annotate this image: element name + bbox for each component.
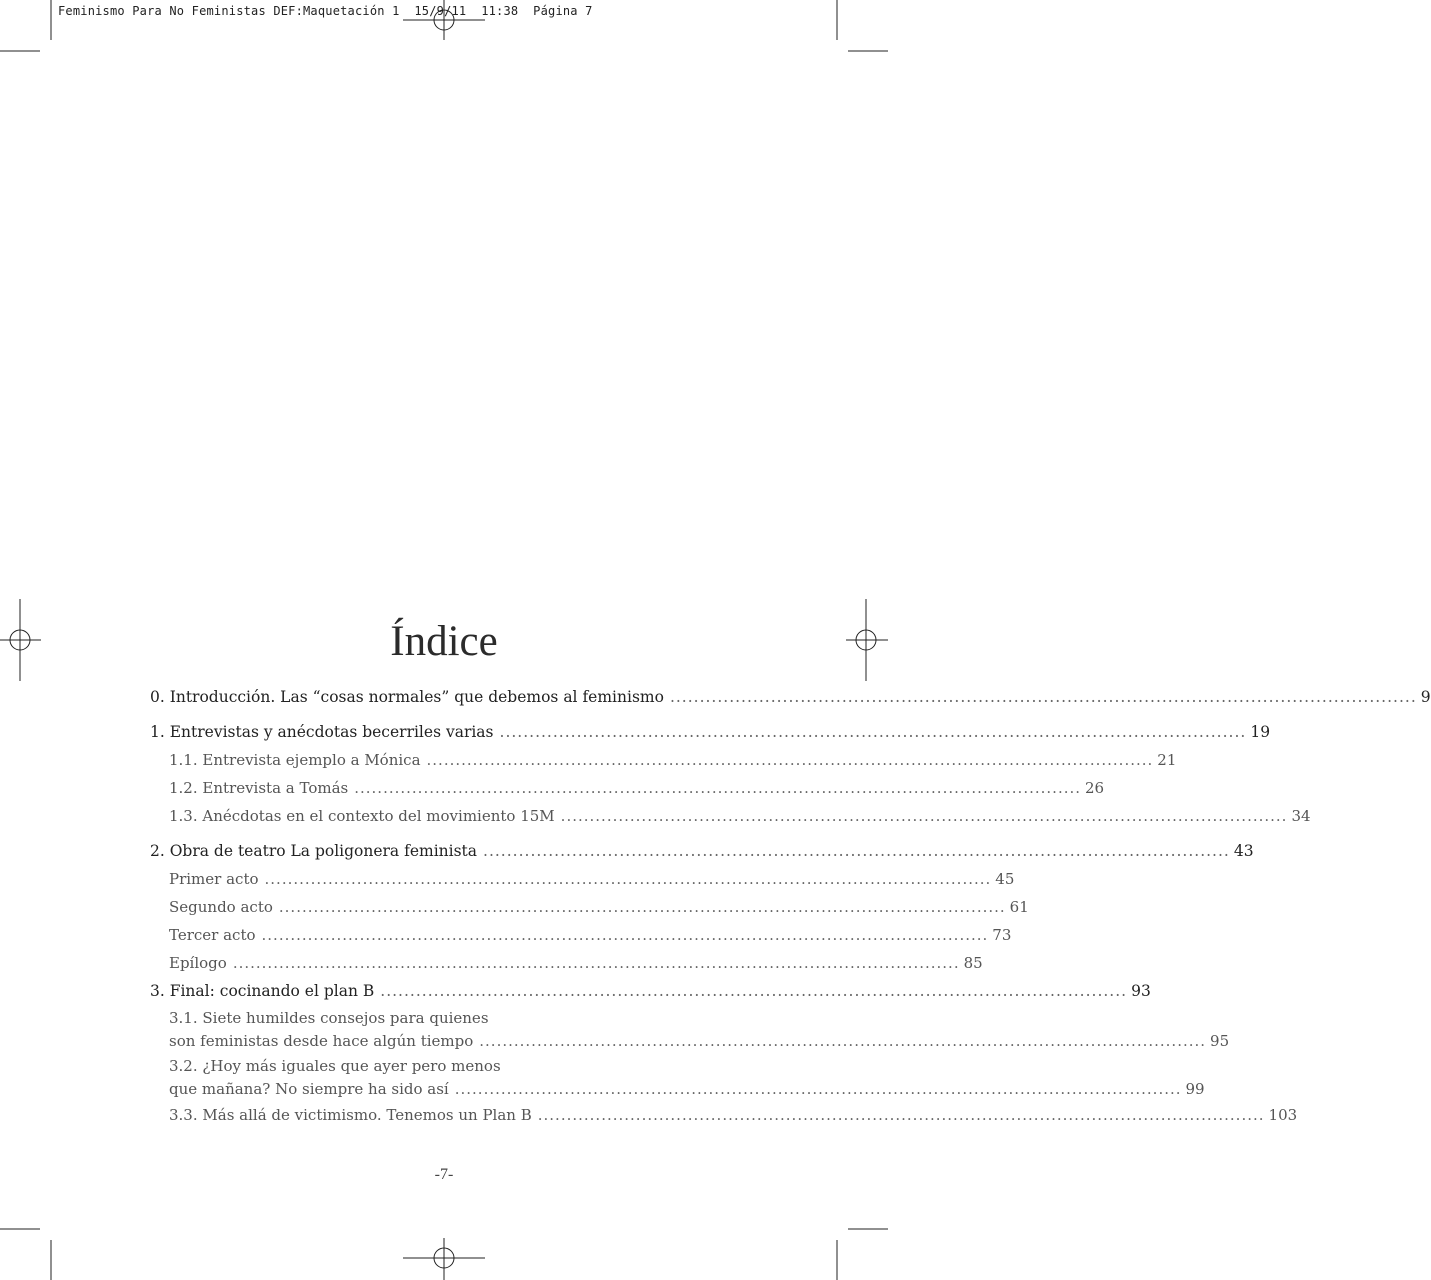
toc-entry-3-1[interactable] xyxy=(150,1008,1230,1053)
toc-entry-label: Tercer acto xyxy=(169,926,256,944)
toc-entry-label: 0. Introducción. Las “cosas normales” que debemos al feminismo xyxy=(150,688,664,706)
toc-page-number: 73 xyxy=(992,926,1012,944)
toc-leader-dots: .............................................................................................................................. xyxy=(264,870,992,888)
toc-page-number: 26 xyxy=(1085,779,1105,797)
toc-entry-1-2[interactable] xyxy=(150,774,1105,802)
toc-page-number: 19 xyxy=(1250,723,1271,741)
toc-entry-tercer-acto[interactable] xyxy=(150,921,1012,949)
toc-entry-1-3[interactable] xyxy=(150,802,1311,830)
toc-entry-label-line-2: son feministas desde hace algún tiempo xyxy=(169,1032,474,1050)
toc-entry-label: 1.3. Anécdotas en el contexto del movimiento 15M xyxy=(169,807,555,825)
toc-entry-chapter-2[interactable] xyxy=(150,837,1254,865)
toc-entry-label: Epílogo xyxy=(169,954,227,972)
toc-leader-dots: .............................................................................................................................. xyxy=(669,688,1417,706)
toc-page-number: 103 xyxy=(1268,1106,1298,1124)
toc-leader-dots: .............................................................................................................................. xyxy=(380,982,1128,1000)
toc-page-number: 43 xyxy=(1233,842,1254,860)
page-number-folio: -7- xyxy=(434,1166,454,1183)
toc-leader-dots: .............................................................................................................................. xyxy=(499,723,1247,741)
toc-entry-segundo-acto[interactable] xyxy=(150,893,1029,921)
toc-entry-label: 1.1. Entrevista ejemplo a Mónica xyxy=(169,751,421,769)
toc-leader-dots: .............................................................................................................................. xyxy=(232,954,960,972)
toc-page-number: 95 xyxy=(1210,1032,1230,1050)
toc-leader-dots: .............................................................................................................................. xyxy=(426,751,1154,769)
toc-entry-primer-acto[interactable] xyxy=(150,865,1015,893)
toc-entry-label: 1.2. Entrevista a Tomás xyxy=(169,779,349,797)
toc-page-number: 61 xyxy=(1009,898,1029,916)
toc-entry-label: 3. Final: cocinando el plan B xyxy=(150,982,375,1000)
toc-entry-label: 3.3. Más allá de victimismo. Tenemos un Plan B xyxy=(169,1106,532,1124)
printer-slug-line: Feminismo Para No Feministas DEF:Maquetación 1 15/9/11 11:38 Página 7 xyxy=(58,4,593,18)
toc-leader-dots: .............................................................................................................................. xyxy=(479,1032,1207,1050)
toc-entry-chapter-3[interactable] xyxy=(150,977,1151,1005)
toc-entry-3-3[interactable] xyxy=(150,1101,1298,1129)
toc-entry-label: Segundo acto xyxy=(169,898,273,916)
toc-page-number: 45 xyxy=(995,870,1015,888)
toc-entry-introduccion[interactable] xyxy=(150,683,1431,711)
toc-page-number: 9 xyxy=(1420,688,1431,706)
toc-entry-label-line-1: 3.2. ¿Hoy más iguales que ayer pero menos xyxy=(169,1057,501,1075)
toc-page-number: 21 xyxy=(1157,751,1177,769)
toc-leader-dots: .............................................................................................................................. xyxy=(278,898,1006,916)
toc-page-number: 85 xyxy=(963,954,983,972)
toc-entry-label-line-1: 3.1. Siete humildes consejos para quienes xyxy=(169,1009,489,1027)
page-title: Índice xyxy=(390,617,498,665)
toc-entry-chapter-1[interactable] xyxy=(150,718,1271,746)
toc-entry-label: 1. Entrevistas y anécdotas becerriles varias xyxy=(150,723,494,741)
toc-entry-3-2[interactable] xyxy=(150,1056,1205,1101)
toc-entry-1-1[interactable] xyxy=(150,746,1177,774)
toc-leader-dots: .............................................................................................................................. xyxy=(483,842,1230,860)
toc-entry-label-line-2: que mañana? No siempre ha sido así xyxy=(169,1080,449,1098)
registration-mark-bottom xyxy=(403,1238,485,1280)
toc-leader-dots: .............................................................................................................................. xyxy=(354,779,1082,797)
table-of-contents xyxy=(150,683,1431,1129)
toc-leader-dots: .............................................................................................................................. xyxy=(261,926,989,944)
toc-page-number: 99 xyxy=(1185,1080,1205,1098)
toc-leader-dots: .............................................................................................................................. xyxy=(560,807,1288,825)
toc-entry-label: 2. Obra de teatro La poligonera feminista xyxy=(150,842,478,860)
toc-page-number: 93 xyxy=(1131,982,1151,1000)
toc-entry-label: Primer acto xyxy=(169,870,259,888)
toc-page-number: 34 xyxy=(1291,807,1311,825)
toc-leader-dots: .............................................................................................................................. xyxy=(537,1106,1265,1124)
toc-entry-epilogo[interactable] xyxy=(150,949,983,977)
toc-leader-dots: .............................................................................................................................. xyxy=(454,1080,1182,1098)
